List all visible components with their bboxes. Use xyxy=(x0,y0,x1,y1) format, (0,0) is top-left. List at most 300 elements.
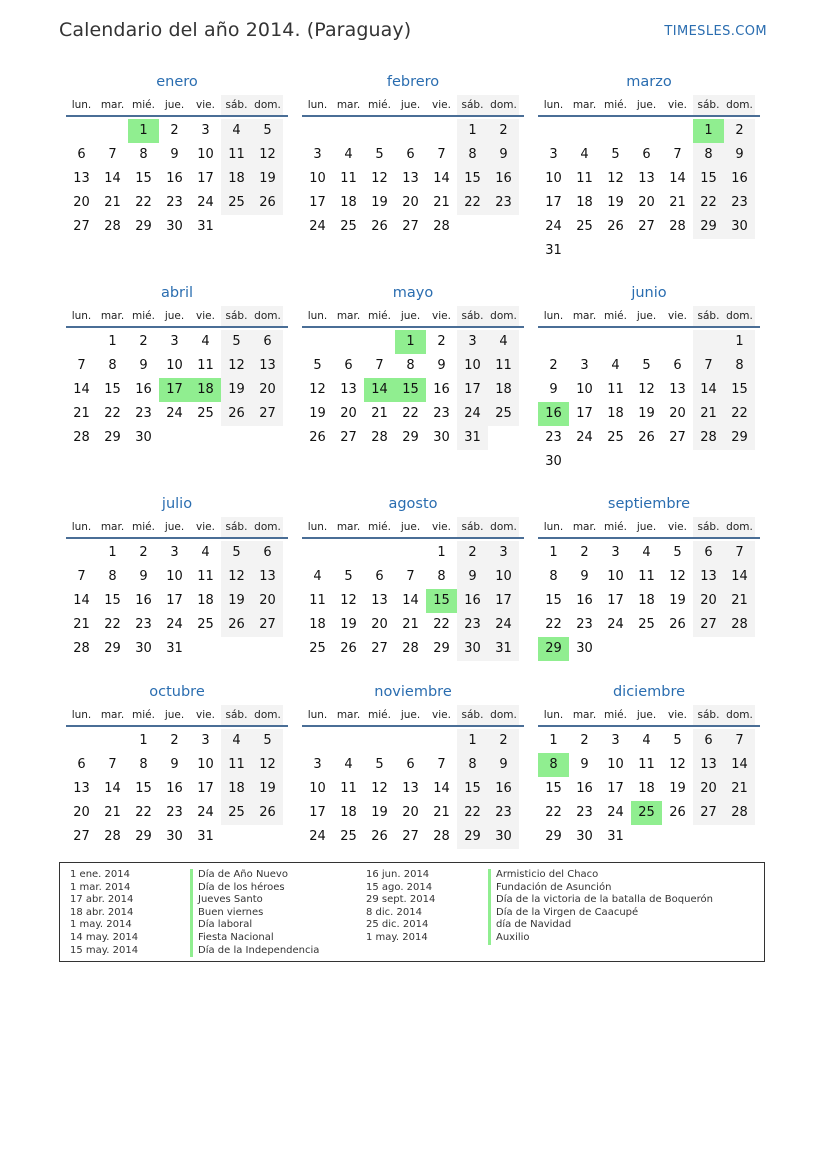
day-cell[interactable]: 26 xyxy=(309,430,326,445)
day-cell[interactable]: 8 xyxy=(457,753,488,777)
day-cell[interactable]: 28 xyxy=(693,426,724,450)
day-cell[interactable]: 7 xyxy=(724,729,755,753)
day-cell[interactable]: 5 xyxy=(252,119,283,143)
day-cell[interactable]: 28 xyxy=(402,641,419,656)
day-cell[interactable]: 4 xyxy=(580,147,589,162)
day-cell[interactable]: 8 xyxy=(139,757,148,772)
day-cell[interactable]: 23 xyxy=(457,613,488,637)
day-cell[interactable]: 4 xyxy=(344,147,353,162)
day-cell[interactable]: 19 xyxy=(371,195,388,210)
day-cell[interactable]: 2 xyxy=(170,733,179,748)
day-cell[interactable]: 13 xyxy=(73,781,90,796)
day-cell[interactable]: 13 xyxy=(638,171,655,186)
day-cell[interactable]: 18 xyxy=(607,406,624,421)
day-cell[interactable]: 17 xyxy=(607,781,624,796)
day-cell[interactable]: 25 xyxy=(607,430,624,445)
day-cell[interactable]: 19 xyxy=(221,589,252,613)
day-cell[interactable]: 18 xyxy=(309,617,326,632)
day-cell[interactable]: 29 xyxy=(135,219,152,234)
day-cell[interactable]: 9 xyxy=(170,757,179,772)
day-cell[interactable]: 25 xyxy=(309,641,326,656)
day-cell[interactable]: 4 xyxy=(221,119,252,143)
day-cell[interactable]: 19 xyxy=(669,593,686,608)
day-cell[interactable]: 23 xyxy=(576,805,593,820)
day-cell[interactable]: 12 xyxy=(669,757,686,772)
day-cell[interactable]: 5 xyxy=(611,147,620,162)
day-cell[interactable]: 14 xyxy=(433,171,450,186)
day-cell[interactable]: 4 xyxy=(642,733,651,748)
day-cell[interactable]: 7 xyxy=(673,147,682,162)
day-cell[interactable]: 7 xyxy=(724,541,755,565)
day-cell[interactable]: 3 xyxy=(611,733,620,748)
day-cell[interactable]: 20 xyxy=(252,589,283,613)
day-cell[interactable]: 23 xyxy=(135,617,152,632)
day-cell[interactable]: 22 xyxy=(104,406,121,421)
day-cell[interactable]: 3 xyxy=(170,334,179,349)
day-cell[interactable]: 8 xyxy=(457,143,488,167)
day-cell[interactable]: 3 xyxy=(488,541,519,565)
holiday-day[interactable]: 25 xyxy=(631,801,662,825)
day-cell[interactable]: 3 xyxy=(580,358,589,373)
day-cell[interactable]: 28 xyxy=(669,219,686,234)
day-cell[interactable]: 10 xyxy=(197,147,214,162)
day-cell[interactable]: 12 xyxy=(252,753,283,777)
holiday-day[interactable]: 1 xyxy=(693,119,724,143)
day-cell[interactable]: 8 xyxy=(724,354,755,378)
day-cell[interactable]: 6 xyxy=(673,358,682,373)
day-cell[interactable]: 11 xyxy=(638,569,655,584)
day-cell[interactable]: 22 xyxy=(545,805,562,820)
day-cell[interactable]: 24 xyxy=(607,617,624,632)
day-cell[interactable]: 4 xyxy=(344,757,353,772)
day-cell[interactable]: 14 xyxy=(433,781,450,796)
day-cell[interactable]: 2 xyxy=(580,545,589,560)
day-cell[interactable]: 8 xyxy=(693,143,724,167)
day-cell[interactable]: 18 xyxy=(638,781,655,796)
day-cell[interactable]: 19 xyxy=(669,781,686,796)
day-cell[interactable]: 11 xyxy=(340,171,357,186)
day-cell[interactable]: 13 xyxy=(402,171,419,186)
day-cell[interactable]: 16 xyxy=(433,382,450,397)
day-cell[interactable]: 13 xyxy=(252,354,283,378)
day-cell[interactable]: 10 xyxy=(607,569,624,584)
day-cell[interactable]: 31 xyxy=(197,219,214,234)
day-cell[interactable]: 27 xyxy=(402,829,419,844)
day-cell[interactable]: 13 xyxy=(340,382,357,397)
day-cell[interactable]: 7 xyxy=(375,358,384,373)
day-cell[interactable]: 25 xyxy=(221,801,252,825)
day-cell[interactable]: 16 xyxy=(488,167,519,191)
day-cell[interactable]: 7 xyxy=(108,757,117,772)
day-cell[interactable]: 29 xyxy=(724,426,755,450)
day-cell[interactable]: 21 xyxy=(433,805,450,820)
day-cell[interactable]: 6 xyxy=(693,729,724,753)
day-cell[interactable]: 21 xyxy=(669,195,686,210)
day-cell[interactable]: 31 xyxy=(545,243,562,258)
day-cell[interactable]: 31 xyxy=(166,641,183,656)
day-cell[interactable]: 7 xyxy=(77,358,86,373)
day-cell[interactable]: 7 xyxy=(406,569,415,584)
day-cell[interactable]: 9 xyxy=(488,143,519,167)
day-cell[interactable]: 27 xyxy=(73,219,90,234)
day-cell[interactable]: 2 xyxy=(724,119,755,143)
day-cell[interactable]: 16 xyxy=(457,589,488,613)
day-cell[interactable]: 20 xyxy=(402,805,419,820)
day-cell[interactable]: 16 xyxy=(488,777,519,801)
day-cell[interactable]: 13 xyxy=(402,781,419,796)
day-cell[interactable]: 21 xyxy=(73,406,90,421)
day-cell[interactable]: 14 xyxy=(693,378,724,402)
day-cell[interactable]: 5 xyxy=(313,358,322,373)
day-cell[interactable]: 17 xyxy=(457,378,488,402)
day-cell[interactable]: 31 xyxy=(607,829,624,844)
day-cell[interactable]: 18 xyxy=(638,593,655,608)
day-cell[interactable]: 6 xyxy=(693,541,724,565)
day-cell[interactable]: 3 xyxy=(611,545,620,560)
day-cell[interactable]: 3 xyxy=(201,123,210,138)
day-cell[interactable]: 17 xyxy=(576,406,593,421)
day-cell[interactable]: 11 xyxy=(488,354,519,378)
day-cell[interactable]: 22 xyxy=(457,801,488,825)
day-cell[interactable]: 10 xyxy=(197,757,214,772)
day-cell[interactable]: 26 xyxy=(371,219,388,234)
day-cell[interactable]: 9 xyxy=(549,382,558,397)
day-cell[interactable]: 5 xyxy=(375,757,384,772)
day-cell[interactable]: 21 xyxy=(104,195,121,210)
day-cell[interactable]: 7 xyxy=(108,147,117,162)
day-cell[interactable]: 18 xyxy=(221,167,252,191)
day-cell[interactable]: 13 xyxy=(693,753,724,777)
day-cell[interactable]: 20 xyxy=(340,406,357,421)
day-cell[interactable]: 11 xyxy=(197,569,214,584)
day-cell[interactable]: 21 xyxy=(724,777,755,801)
day-cell[interactable]: 7 xyxy=(437,147,446,162)
day-cell[interactable]: 27 xyxy=(73,829,90,844)
day-cell[interactable]: 20 xyxy=(73,195,90,210)
day-cell[interactable]: 22 xyxy=(104,617,121,632)
day-cell[interactable]: 29 xyxy=(402,430,419,445)
day-cell[interactable]: 24 xyxy=(457,402,488,426)
day-cell[interactable]: 11 xyxy=(221,753,252,777)
day-cell[interactable]: 14 xyxy=(669,171,686,186)
day-cell[interactable]: 15 xyxy=(545,593,562,608)
day-cell[interactable]: 12 xyxy=(221,565,252,589)
day-cell[interactable]: 19 xyxy=(252,777,283,801)
day-cell[interactable]: 23 xyxy=(545,430,562,445)
day-cell[interactable]: 26 xyxy=(371,829,388,844)
day-cell[interactable]: 15 xyxy=(135,171,152,186)
day-cell[interactable]: 8 xyxy=(549,569,558,584)
day-cell[interactable]: 12 xyxy=(252,143,283,167)
day-cell[interactable]: 11 xyxy=(607,382,624,397)
day-cell[interactable]: 30 xyxy=(457,637,488,661)
day-cell[interactable]: 15 xyxy=(724,378,755,402)
day-cell[interactable]: 26 xyxy=(669,805,686,820)
day-cell[interactable]: 28 xyxy=(724,801,755,825)
day-cell[interactable]: 30 xyxy=(166,219,183,234)
day-cell[interactable]: 18 xyxy=(340,805,357,820)
day-cell[interactable]: 2 xyxy=(437,334,446,349)
day-cell[interactable]: 28 xyxy=(73,641,90,656)
brand-link[interactable]: TIMESLES.COM xyxy=(664,24,767,39)
day-cell[interactable]: 6 xyxy=(77,757,86,772)
day-cell[interactable]: 29 xyxy=(433,641,450,656)
day-cell[interactable]: 25 xyxy=(340,219,357,234)
day-cell[interactable]: 3 xyxy=(549,147,558,162)
day-cell[interactable]: 13 xyxy=(252,565,283,589)
day-cell[interactable]: 21 xyxy=(371,406,388,421)
day-cell[interactable]: 8 xyxy=(108,358,117,373)
day-cell[interactable]: 9 xyxy=(580,757,589,772)
day-cell[interactable]: 10 xyxy=(309,171,326,186)
day-cell[interactable]: 8 xyxy=(108,569,117,584)
day-cell[interactable]: 13 xyxy=(371,593,388,608)
day-cell[interactable]: 11 xyxy=(576,171,593,186)
day-cell[interactable]: 12 xyxy=(221,354,252,378)
day-cell[interactable]: 20 xyxy=(693,777,724,801)
day-cell[interactable]: 16 xyxy=(576,593,593,608)
day-cell[interactable]: 13 xyxy=(693,565,724,589)
day-cell[interactable]: 10 xyxy=(309,781,326,796)
day-cell[interactable]: 6 xyxy=(642,147,651,162)
day-cell[interactable]: 23 xyxy=(433,406,450,421)
day-cell[interactable]: 5 xyxy=(221,541,252,565)
day-cell[interactable]: 20 xyxy=(402,195,419,210)
day-cell[interactable]: 3 xyxy=(457,330,488,354)
day-cell[interactable]: 31 xyxy=(457,426,488,450)
day-cell[interactable]: 10 xyxy=(166,358,183,373)
day-cell[interactable]: 18 xyxy=(197,593,214,608)
day-cell[interactable]: 10 xyxy=(545,171,562,186)
day-cell[interactable]: 20 xyxy=(73,805,90,820)
day-cell[interactable]: 14 xyxy=(104,781,121,796)
day-cell[interactable]: 16 xyxy=(166,171,183,186)
day-cell[interactable]: 15 xyxy=(104,382,121,397)
day-cell[interactable]: 17 xyxy=(197,171,214,186)
day-cell[interactable]: 9 xyxy=(724,143,755,167)
day-cell[interactable]: 5 xyxy=(375,147,384,162)
day-cell[interactable]: 26 xyxy=(252,191,283,215)
day-cell[interactable]: 4 xyxy=(313,569,322,584)
day-cell[interactable]: 4 xyxy=(201,545,210,560)
day-cell[interactable]: 6 xyxy=(375,569,384,584)
day-cell[interactable]: 15 xyxy=(545,781,562,796)
day-cell[interactable]: 4 xyxy=(642,545,651,560)
day-cell[interactable]: 25 xyxy=(340,829,357,844)
day-cell[interactable]: 19 xyxy=(309,406,326,421)
day-cell[interactable]: 21 xyxy=(693,402,724,426)
day-cell[interactable]: 27 xyxy=(252,613,283,637)
day-cell[interactable]: 25 xyxy=(221,191,252,215)
day-cell[interactable]: 10 xyxy=(166,569,183,584)
day-cell[interactable]: 20 xyxy=(252,378,283,402)
day-cell[interactable]: 20 xyxy=(693,589,724,613)
day-cell[interactable]: 9 xyxy=(139,569,148,584)
day-cell[interactable]: 22 xyxy=(433,617,450,632)
day-cell[interactable]: 21 xyxy=(104,805,121,820)
day-cell[interactable]: 21 xyxy=(402,617,419,632)
day-cell[interactable]: 14 xyxy=(73,382,90,397)
day-cell[interactable]: 12 xyxy=(309,382,326,397)
day-cell[interactable]: 5 xyxy=(642,358,651,373)
day-cell[interactable]: 12 xyxy=(607,171,624,186)
day-cell[interactable]: 26 xyxy=(669,617,686,632)
day-cell[interactable]: 27 xyxy=(371,641,388,656)
day-cell[interactable]: 26 xyxy=(638,430,655,445)
day-cell[interactable]: 23 xyxy=(576,617,593,632)
day-cell[interactable]: 28 xyxy=(73,430,90,445)
day-cell[interactable]: 2 xyxy=(488,729,519,753)
day-cell[interactable]: 31 xyxy=(197,829,214,844)
day-cell[interactable]: 12 xyxy=(371,171,388,186)
day-cell[interactable]: 8 xyxy=(406,358,415,373)
day-cell[interactable]: 19 xyxy=(340,617,357,632)
day-cell[interactable]: 7 xyxy=(693,354,724,378)
day-cell[interactable]: 23 xyxy=(166,195,183,210)
day-cell[interactable]: 23 xyxy=(488,801,519,825)
day-cell[interactable]: 30 xyxy=(135,430,152,445)
day-cell[interactable]: 1 xyxy=(457,119,488,143)
day-cell[interactable]: 22 xyxy=(402,406,419,421)
day-cell[interactable]: 12 xyxy=(340,593,357,608)
day-cell[interactable]: 2 xyxy=(580,733,589,748)
day-cell[interactable]: 15 xyxy=(457,167,488,191)
day-cell[interactable]: 6 xyxy=(406,757,415,772)
day-cell[interactable]: 30 xyxy=(576,641,593,656)
day-cell[interactable]: 19 xyxy=(607,195,624,210)
day-cell[interactable]: 19 xyxy=(638,406,655,421)
holiday-day[interactable]: 1 xyxy=(128,119,159,143)
day-cell[interactable]: 24 xyxy=(166,617,183,632)
day-cell[interactable]: 2 xyxy=(139,334,148,349)
day-cell[interactable]: 31 xyxy=(488,637,519,661)
day-cell[interactable]: 21 xyxy=(433,195,450,210)
day-cell[interactable]: 28 xyxy=(724,613,755,637)
day-cell[interactable]: 22 xyxy=(135,805,152,820)
day-cell[interactable]: 29 xyxy=(104,430,121,445)
day-cell[interactable]: 20 xyxy=(669,406,686,421)
day-cell[interactable]: 28 xyxy=(371,430,388,445)
day-cell[interactable]: 18 xyxy=(576,195,593,210)
day-cell[interactable]: 12 xyxy=(638,382,655,397)
holiday-day[interactable]: 29 xyxy=(538,637,569,661)
day-cell[interactable]: 30 xyxy=(545,454,562,469)
day-cell[interactable]: 17 xyxy=(166,593,183,608)
day-cell[interactable]: 30 xyxy=(724,215,755,239)
day-cell[interactable]: 9 xyxy=(170,147,179,162)
day-cell[interactable]: 30 xyxy=(576,829,593,844)
day-cell[interactable]: 5 xyxy=(344,569,353,584)
day-cell[interactable]: 2 xyxy=(139,545,148,560)
day-cell[interactable]: 20 xyxy=(371,617,388,632)
day-cell[interactable]: 23 xyxy=(488,191,519,215)
day-cell[interactable]: 29 xyxy=(545,829,562,844)
day-cell[interactable]: 2 xyxy=(549,358,558,373)
holiday-day[interactable]: 15 xyxy=(426,589,457,613)
day-cell[interactable]: 1 xyxy=(108,334,117,349)
holiday-day[interactable]: 8 xyxy=(538,753,569,777)
day-cell[interactable]: 17 xyxy=(309,195,326,210)
day-cell[interactable]: 30 xyxy=(135,641,152,656)
day-cell[interactable]: 4 xyxy=(488,330,519,354)
day-cell[interactable]: 12 xyxy=(669,569,686,584)
day-cell[interactable]: 19 xyxy=(371,805,388,820)
day-cell[interactable]: 26 xyxy=(221,402,252,426)
day-cell[interactable]: 13 xyxy=(73,171,90,186)
day-cell[interactable]: 24 xyxy=(309,219,326,234)
day-cell[interactable]: 4 xyxy=(611,358,620,373)
day-cell[interactable]: 9 xyxy=(437,358,446,373)
day-cell[interactable]: 24 xyxy=(197,195,214,210)
day-cell[interactable]: 7 xyxy=(437,757,446,772)
day-cell[interactable]: 6 xyxy=(77,147,86,162)
day-cell[interactable]: 10 xyxy=(488,565,519,589)
holiday-day[interactable]: 1 xyxy=(395,330,426,354)
day-cell[interactable]: 25 xyxy=(576,219,593,234)
day-cell[interactable]: 17 xyxy=(545,195,562,210)
day-cell[interactable]: 13 xyxy=(669,382,686,397)
day-cell[interactable]: 25 xyxy=(197,617,214,632)
day-cell[interactable]: 20 xyxy=(638,195,655,210)
day-cell[interactable]: 27 xyxy=(693,801,724,825)
day-cell[interactable]: 16 xyxy=(135,382,152,397)
day-cell[interactable]: 22 xyxy=(545,617,562,632)
day-cell[interactable]: 16 xyxy=(166,781,183,796)
day-cell[interactable]: 1 xyxy=(724,330,755,354)
day-cell[interactable]: 18 xyxy=(221,777,252,801)
day-cell[interactable]: 28 xyxy=(104,219,121,234)
day-cell[interactable]: 11 xyxy=(221,143,252,167)
day-cell[interactable]: 11 xyxy=(197,358,214,373)
day-cell[interactable]: 10 xyxy=(607,757,624,772)
day-cell[interactable]: 22 xyxy=(135,195,152,210)
day-cell[interactable]: 11 xyxy=(638,757,655,772)
day-cell[interactable]: 2 xyxy=(488,119,519,143)
day-cell[interactable]: 23 xyxy=(166,805,183,820)
day-cell[interactable]: 1 xyxy=(108,545,117,560)
day-cell[interactable]: 1 xyxy=(437,545,446,560)
day-cell[interactable]: 2 xyxy=(457,541,488,565)
day-cell[interactable]: 9 xyxy=(139,358,148,373)
day-cell[interactable]: 1 xyxy=(139,733,148,748)
day-cell[interactable]: 27 xyxy=(693,613,724,637)
day-cell[interactable]: 28 xyxy=(104,829,121,844)
day-cell[interactable]: 24 xyxy=(607,805,624,820)
day-cell[interactable]: 5 xyxy=(673,545,682,560)
day-cell[interactable]: 28 xyxy=(433,219,450,234)
day-cell[interactable]: 14 xyxy=(73,593,90,608)
day-cell[interactable]: 17 xyxy=(607,593,624,608)
day-cell[interactable]: 6 xyxy=(252,541,283,565)
day-cell[interactable]: 1 xyxy=(549,733,558,748)
day-cell[interactable]: 21 xyxy=(724,589,755,613)
day-cell[interactable]: 27 xyxy=(340,430,357,445)
day-cell[interactable]: 25 xyxy=(488,402,519,426)
day-cell[interactable]: 14 xyxy=(724,565,755,589)
day-cell[interactable]: 5 xyxy=(252,729,283,753)
day-cell[interactable]: 24 xyxy=(545,219,562,234)
day-cell[interactable]: 29 xyxy=(135,829,152,844)
day-cell[interactable]: 4 xyxy=(201,334,210,349)
day-cell[interactable]: 24 xyxy=(166,406,183,421)
day-cell[interactable]: 29 xyxy=(693,215,724,239)
day-cell[interactable]: 11 xyxy=(309,593,326,608)
holiday-day[interactable]: 17 xyxy=(159,378,190,402)
day-cell[interactable]: 22 xyxy=(724,402,755,426)
day-cell[interactable]: 21 xyxy=(73,617,90,632)
day-cell[interactable]: 1 xyxy=(457,729,488,753)
day-cell[interactable]: 17 xyxy=(197,781,214,796)
